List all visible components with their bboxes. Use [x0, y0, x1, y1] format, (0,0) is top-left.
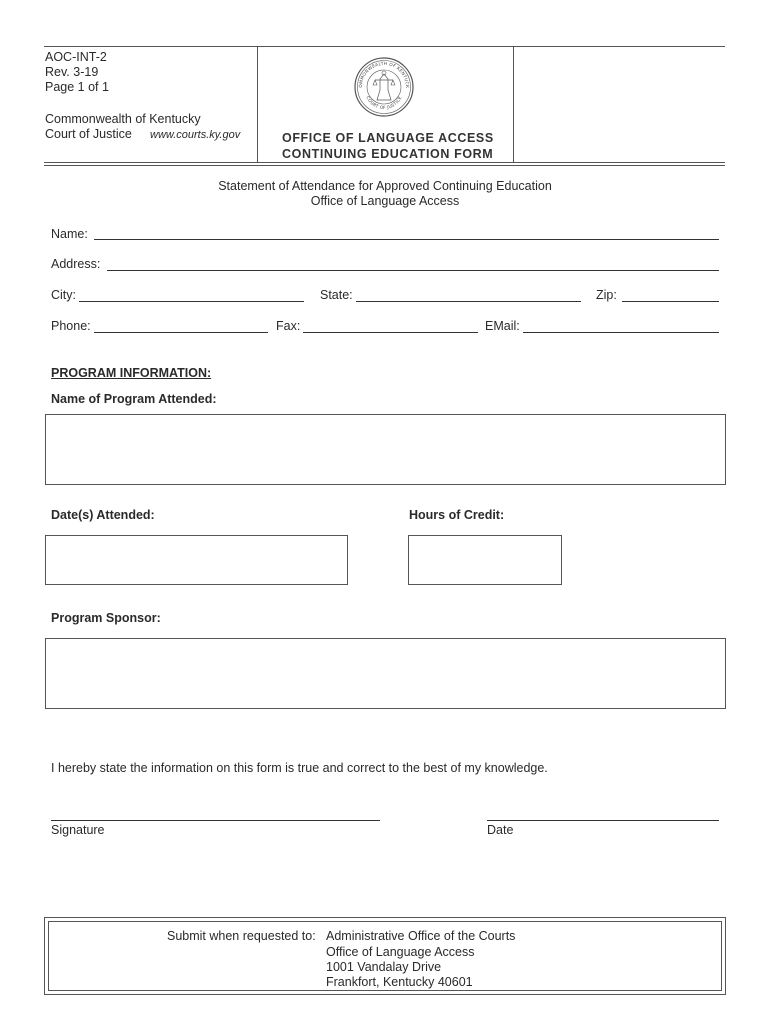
form-title-line2: CONTINUING EDUCATION FORM: [282, 147, 494, 161]
header-divider-left: [257, 46, 258, 162]
form-page: Page 1 of 1: [45, 80, 109, 94]
name-label: Name:: [51, 227, 88, 241]
form-id: AOC-INT-2: [45, 50, 107, 64]
submit-address-line4: Frankfort, Kentucky 40601: [326, 975, 473, 989]
submit-address-line1: Administrative Office of the Courts: [326, 929, 516, 943]
form-title-line1: OFFICE OF LANGUAGE ACCESS: [282, 131, 494, 145]
submit-address-line2: Office of Language Access: [326, 945, 475, 959]
program-name-box[interactable]: [45, 414, 726, 485]
fax-field[interactable]: [303, 332, 478, 333]
city-field[interactable]: [79, 301, 304, 302]
statement-title: Statement of Attendance for Approved Continuing Education: [218, 179, 552, 193]
website: www.courts.ky.gov: [150, 129, 241, 141]
svg-text:COURT OF JUSTICE: COURT OF JUSTICE: [364, 95, 404, 112]
address-label: Address:: [51, 257, 101, 271]
header-bottom-rule-2: [44, 165, 725, 166]
city-label: City:: [51, 288, 76, 302]
dates-attended-box[interactable]: [45, 535, 348, 585]
header-divider-right: [513, 46, 514, 162]
date-label: Date: [487, 823, 514, 837]
phone-label: Phone:: [51, 319, 91, 333]
signature-line[interactable]: [51, 820, 380, 821]
dates-attended-label: Date(s) Attended:: [51, 508, 155, 522]
email-label: EMail:: [485, 319, 520, 333]
signature-label: Signature: [51, 823, 105, 837]
email-field[interactable]: [523, 332, 719, 333]
header-bottom-rule: [44, 162, 725, 163]
svg-text:COMMONWEALTH OF KENTUCKY: OMMONWEALTH OF KENTUCK: [358, 61, 410, 89]
office-subtitle: Office of Language Access: [310, 194, 460, 208]
submit-address-line3: 1001 Vandalay Drive: [326, 960, 442, 974]
state-field[interactable]: [356, 301, 581, 302]
zip-field[interactable]: [622, 301, 719, 302]
header-top-rule: [44, 46, 725, 47]
submit-label: Submit when requested to:: [167, 929, 316, 943]
zip-label: Zip:: [596, 288, 617, 302]
state-label: State:: [320, 288, 353, 302]
kentucky-court-seal-icon: [353, 56, 415, 118]
court-label: Court of Justice: [45, 127, 132, 141]
program-info-heading: PROGRAM INFORMATION:: [51, 366, 212, 380]
name-field[interactable]: [94, 239, 719, 240]
fax-label: Fax:: [276, 319, 301, 333]
commonwealth-label: Commonwealth of Kentucky: [45, 112, 201, 126]
program-sponsor-box[interactable]: [45, 638, 726, 709]
form-revision: Rev. 3-19: [45, 65, 99, 79]
program-sponsor-label: Program Sponsor:: [51, 611, 161, 625]
program-name-label: Name of Program Attended:: [51, 392, 217, 406]
hours-credit-label: Hours of Credit:: [409, 508, 505, 522]
address-field[interactable]: [107, 270, 719, 271]
date-line[interactable]: [487, 820, 719, 821]
phone-field[interactable]: [94, 332, 268, 333]
hours-credit-box[interactable]: [408, 535, 562, 585]
attestation-statement: I hereby state the information on this form is true and correct to the best of my knowledge.: [51, 761, 548, 775]
